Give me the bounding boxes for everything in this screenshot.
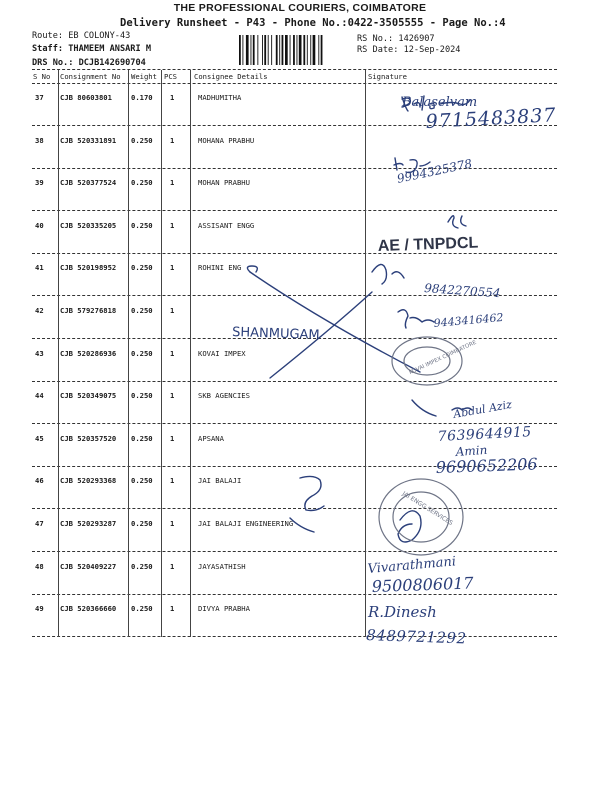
row-45-consignee: APSANA [198, 433, 224, 443]
row-39-sno: 39 [35, 178, 44, 188]
row-47-consignee: JAI BALAJI ENGINEERING [198, 519, 294, 528]
stamp-jai-outer [379, 479, 463, 555]
row-46-pcs: 1 [170, 476, 175, 486]
row-39-pcs: 1 [170, 178, 175, 188]
row-separator [32, 210, 557, 211]
row-49-sno: 49 [35, 604, 44, 614]
column-divider [190, 70, 191, 637]
col-weight: Weight [131, 72, 157, 81]
barcode-bar [303, 35, 305, 65]
row-46-weight: 0.250 [131, 476, 153, 486]
rs-date: RS Date: 12-Sep-2024 [357, 45, 461, 55]
hw-r42-phone: 9443416462 [433, 310, 504, 330]
stamp-kovai-inner [404, 347, 450, 375]
row-44-consignee: SKB AGENCIES [198, 391, 250, 401]
barcode-bar [290, 35, 291, 65]
row-38-pcs: 1 [170, 135, 175, 145]
rs-number: RS No.: 1426907 [357, 34, 435, 44]
barcode-bar [285, 35, 288, 65]
barcode-bar [264, 35, 266, 65]
barcode-bar [276, 35, 278, 65]
row-49-consignee: DIVYA PRABHA [198, 604, 250, 614]
hw-r37-phone: 9715483837 [425, 104, 557, 133]
row-44-consignment: CJB 520349075 [60, 391, 117, 401]
hw-r40-stamp: AE / TNPDCL [377, 234, 479, 255]
hw-r48-phone: 9500806017 [371, 573, 474, 596]
row-45-consignment: CJB 520357520 [60, 433, 117, 443]
signature-47-scribble [290, 511, 421, 542]
barcode-bar [239, 35, 241, 65]
route-label: Route: EB COLONY-43 [32, 31, 131, 41]
row-48-consignee: JAYASATHISH [198, 561, 246, 571]
row-43-sno: 43 [35, 348, 44, 358]
row-43-consignment: CJB 520286936 [60, 348, 117, 358]
row-37-consignment: CJB 80603801 [60, 93, 112, 102]
row-44-pcs: 1 [170, 391, 175, 401]
row-47-weight: 0.250 [131, 519, 153, 528]
barcode-bar [253, 35, 255, 65]
column-divider [128, 70, 129, 637]
row-37-pcs: 1 [170, 93, 175, 102]
column-divider [161, 70, 162, 637]
stamp-jai-inner [393, 492, 449, 542]
row-separator [32, 636, 557, 637]
barcode-bar [299, 35, 302, 65]
row-48-weight: 0.250 [131, 561, 153, 571]
row-46-sno: 46 [35, 476, 44, 486]
col-sno: S No [33, 72, 51, 81]
row-46-consignee: JAI BALAJI [198, 476, 242, 486]
barcode-bar [279, 35, 280, 65]
row-42-weight: 0.250 [131, 306, 153, 315]
signature-44-scribble [412, 400, 472, 416]
hw-r45-name: Amin [455, 442, 488, 459]
cross-line-a [250, 272, 420, 372]
signature-37-scribble [402, 96, 470, 111]
row-37-weight: 0.170 [131, 93, 153, 102]
row-42-pcs: 1 [170, 306, 175, 315]
row-41-consignee: ROHINI ENG [198, 263, 242, 273]
row-separator [32, 338, 557, 339]
signature-41-scribble [372, 264, 404, 284]
hw-r44-name: Abdul Aziz [452, 397, 513, 421]
row-43-consignee: KOVAI IMPEX [198, 348, 246, 358]
row-37-sno: 37 [35, 93, 44, 102]
table-header-rule [32, 83, 557, 84]
barcode-bar [318, 35, 319, 65]
row-separator [32, 168, 557, 169]
column-divider [365, 70, 366, 637]
row-40-consignment: CJB 520335205 [60, 220, 117, 230]
row-43-weight: 0.250 [131, 348, 153, 358]
row-41-pcs: 1 [170, 263, 175, 273]
signature-46-scribble [300, 476, 324, 510]
row-39-weight: 0.250 [131, 178, 153, 188]
column-divider [58, 70, 59, 637]
row-47-pcs: 1 [170, 519, 175, 528]
signature-40-scribble [448, 216, 466, 228]
col-pcs: PCS [164, 72, 177, 81]
row-separator [32, 594, 557, 595]
stamp-kovai-outer [392, 337, 462, 385]
stamp-jai-text: JAI ENGG SERVICES [400, 490, 454, 527]
barcode-bar [246, 35, 249, 65]
col-consignment: Consignment No [60, 72, 121, 81]
row-separator [32, 125, 557, 126]
row-38-consignee: MOHANA PRABHU [198, 135, 255, 145]
row-44-sno: 44 [35, 391, 44, 401]
barcode-bar [321, 35, 323, 65]
row-40-consignee: ASSISANT ENGG [198, 220, 255, 230]
row-48-sno: 48 [35, 561, 44, 571]
row-42-sno: 42 [35, 306, 44, 315]
barcode-bar [310, 35, 311, 65]
row-42-consignment: CJB 579276818 [60, 306, 117, 315]
row-38-weight: 0.250 [131, 135, 153, 145]
barcode-bar [313, 35, 316, 65]
row-40-weight: 0.250 [131, 220, 153, 230]
hw-r44-phone: 7639644915 [437, 424, 533, 445]
row-separator [32, 551, 557, 552]
barcode-bar [297, 35, 298, 65]
row-separator [32, 295, 557, 296]
row-44-weight: 0.250 [131, 391, 153, 401]
row-47-consignment: CJB 520293287 [60, 519, 117, 528]
row-49-consignment: CJB 520366660 [60, 604, 117, 614]
hw-r48-name: Vivarathmani [367, 554, 457, 577]
row-46-consignment: CJB 520293368 [60, 476, 117, 486]
signature-38-scribble [394, 158, 430, 173]
row-41-sno: 41 [35, 263, 44, 273]
row-41-weight: 0.250 [131, 263, 153, 273]
col-consignee: Consignee Details [194, 72, 268, 81]
row-43-pcs: 1 [170, 348, 175, 358]
row-49-weight: 0.250 [131, 604, 153, 614]
row-49-pcs: 1 [170, 604, 175, 614]
row-41-consignment: CJB 520198952 [60, 263, 117, 273]
row-separator [32, 423, 557, 424]
company-title: THE PROFESSIONAL COURIERS, COIMBATORE [173, 2, 427, 14]
barcode-bar [268, 35, 269, 65]
barcode-bar [257, 35, 258, 65]
cross-line-b [270, 292, 372, 378]
signature-42-scribble [398, 310, 434, 328]
row-38-consignment: CJB 520331891 [60, 135, 117, 145]
row-45-weight: 0.250 [131, 433, 153, 443]
row-39-consignment: CJB 520377524 [60, 178, 117, 188]
row-37-consignee: MADHUMITHA [198, 93, 242, 102]
row-39-consignee: MOHAN PRABHU [198, 178, 250, 188]
stamp-kovai-text: KOVAI IMPEX COIMBATORE [408, 339, 478, 377]
row-40-sno: 40 [35, 220, 44, 230]
hw-r37-name: Balaselvam [402, 95, 478, 110]
barcode-bar [271, 35, 272, 65]
barcode-bar [251, 35, 252, 65]
row-40-pcs: 1 [170, 220, 175, 230]
barcode-bar [293, 35, 295, 65]
row-47-sno: 47 [35, 519, 44, 528]
barcode-bar [242, 35, 243, 65]
row-separator [32, 253, 557, 254]
row-48-consignment: CJB 520409227 [60, 561, 117, 571]
barcode-bar [307, 35, 308, 65]
hw-r49-name: R.Dinesh [368, 603, 437, 621]
row-separator [32, 508, 557, 509]
hw-r49-phone: 8489721292 [365, 626, 467, 648]
col-signature: Signature [368, 72, 407, 81]
runsheet-title: Delivery Runsheet - P43 - Phone No.:0422-3505555 - Page No.:4 [120, 17, 506, 29]
staff-label: Staff: THAMEEM ANSARI M [32, 44, 151, 54]
barcode-bar [262, 35, 263, 65]
barcode [239, 35, 349, 65]
table-top-rule [32, 69, 557, 70]
row-separator [32, 381, 557, 382]
row-45-pcs: 1 [170, 433, 175, 443]
drs-number: DRS No.: DCJB142690704 [32, 58, 146, 68]
hw-r39-phone: 9994325378 [395, 156, 474, 186]
cross-hook [247, 266, 257, 272]
row-48-pcs: 1 [170, 561, 175, 571]
row-38-sno: 38 [35, 135, 44, 145]
hw-r42-name: SHANMUGAM [231, 325, 320, 344]
barcode-bar [282, 35, 284, 65]
hw-r45-phone: 9690652206 [435, 454, 538, 477]
hw-r41-phone: 9842270554 [423, 281, 501, 301]
row-separator [32, 466, 557, 467]
row-45-sno: 45 [35, 433, 44, 443]
